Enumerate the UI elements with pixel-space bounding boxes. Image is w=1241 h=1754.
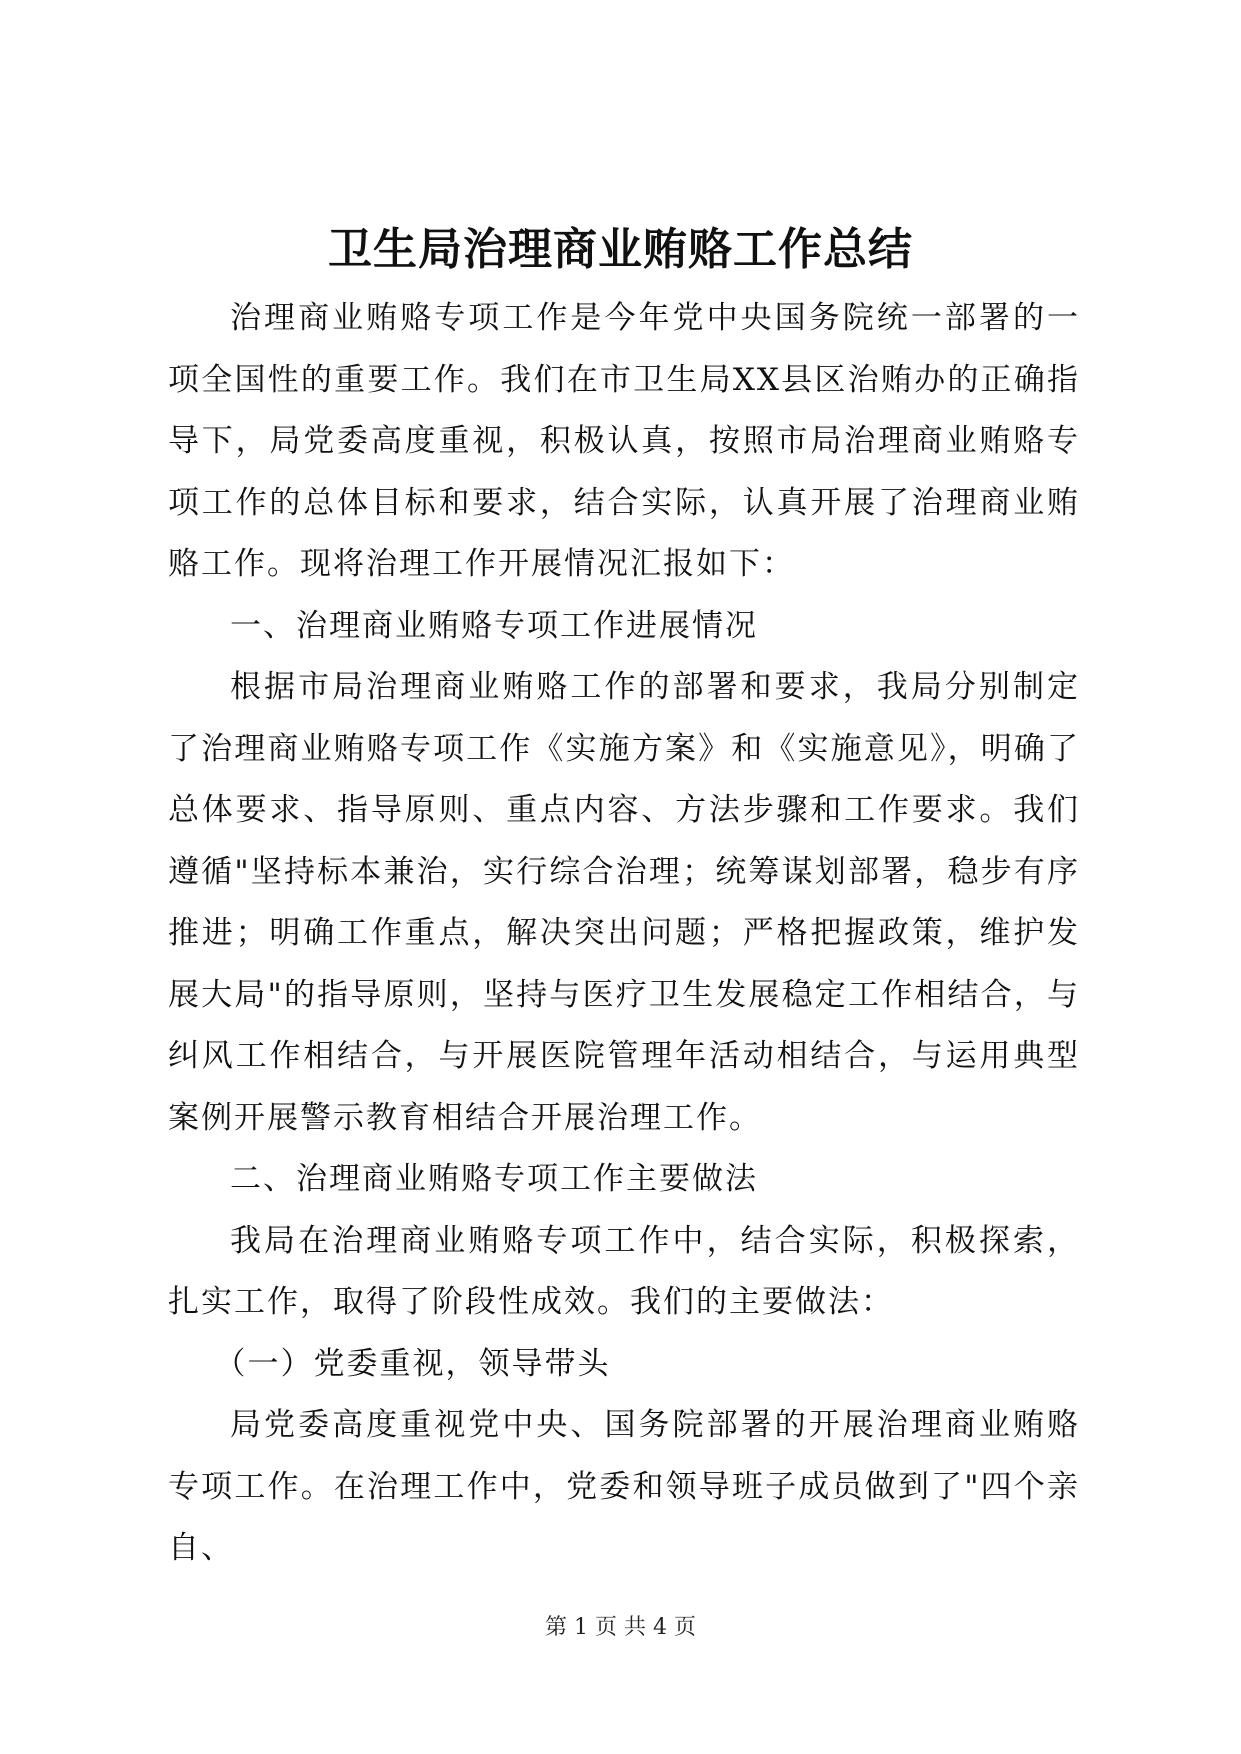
paragraph-progress: 根据市局治理商业贿赂工作的部署和要求，我局分别制定了治理商业贿赂专项工作《实施方案》和《实施意见》，明确了总体要求、指导原则、重点内容、方法步骤和工作要求。我们遵循"坚持标本兼治，实行综合治理；统筹谋划部署，稳步有序推进；明确工作重点，解决突出问题；严格把握政策，维护发展大局"的指导原则，坚持与医疗卫生发展稳定工作相结合，与纠风工作相结合，与开展医院管理年活动相结合，与运用典型案例开展警示教育相结合开展治理工作。	[168, 669, 1080, 1136]
paragraph-intro: 治理商业贿赂专项工作是今年党中央国务院统一部署的一项全国性的重要工作。我们在市卫生局XX县区治贿办的正确指导下，局党委高度重视，积极认真，按照市局治理商业贿赂专项工作的总体目标和要求，结合实际，认真开展了治理商业贿赂工作。现将治理工作开展情况汇报如下：	[168, 300, 1080, 582]
subsection-heading-1: （一）党委重视，领导带头	[214, 1345, 611, 1382]
paragraph-leadership: 局党委高度重视党中央、国务院部署的开展治理商业贿赂专项工作。在治理工作中，党委和领导班子成员做到了"四个亲自、	[168, 1407, 1080, 1566]
section-heading-2: 二、治理商业贿赂专项工作主要做法	[230, 1161, 758, 1197]
paragraph-methods: 我局在治理商业贿赂专项工作中，结合实际，积极探索，扎实工作，取得了阶段性成效。我们的主要做法：	[168, 1222, 1080, 1320]
page-number: 第 1 页 共 4 页	[545, 1615, 696, 1640]
document-title: 卫生局治理商业贿赂工作总结	[328, 224, 913, 275]
section-heading-1: 一、治理商业贿赂专项工作进展情况	[230, 607, 758, 644]
document-body	[168, 288, 1080, 1580]
